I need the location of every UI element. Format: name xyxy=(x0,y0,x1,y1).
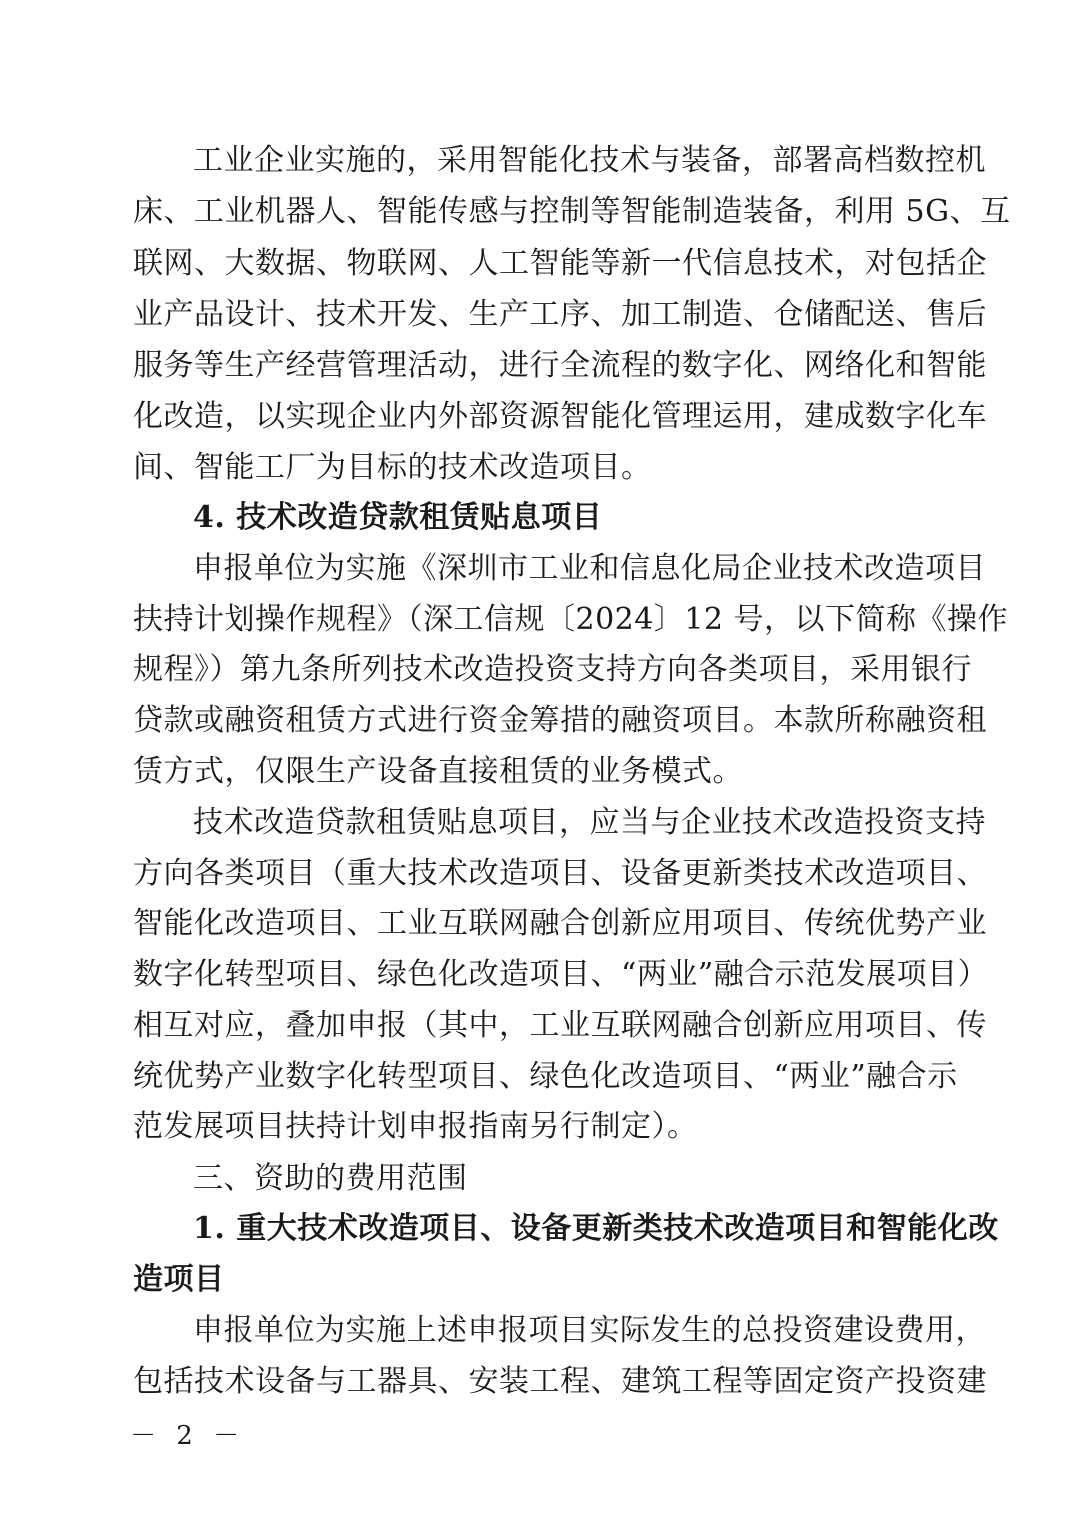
body-text-line: 技术改造贷款租赁贴息项目，应当与企业技术改造投资支持 xyxy=(193,805,986,840)
page-number: － 2 － xyxy=(130,1421,246,1451)
body-text-line: 范发展项目扶持计划申报指南另行制定）。 xyxy=(133,1109,698,1144)
body-text-line: 工业企业实施的，采用智能化技术与装备，部署高档数控机 xyxy=(193,143,986,178)
body-text-line: 申报单位为实施《深圳市工业和信息化局企业技术改造项目 xyxy=(193,551,986,586)
body-text-line: 化改造，以实现企业内外部资源智能化管理运用，建成数字化车 xyxy=(133,399,987,434)
body-text-line: 申报单位为实施上述申报项目实际发生的总投资建设费用， xyxy=(193,1313,986,1348)
subsection-heading: 1. 重大技术改造项目、设备更新类技术改造项目和智能化改 xyxy=(193,1211,999,1246)
body-text-line: 方向各类项目（重大技术改造项目、设备更新类技术改造项目、 xyxy=(133,856,987,891)
section-heading: 三、资助的费用范围 xyxy=(193,1161,468,1196)
body-text-line: 扶持计划操作规程》（深工信规〔2024〕12 号，以下简称《操作 xyxy=(133,602,1009,637)
section-heading: 4. 技术改造贷款租赁贴息项目 xyxy=(193,500,603,535)
body-text-line: 规程》）第九条所列技术改造投资支持方向各类项目，采用银行 xyxy=(133,652,972,687)
body-text-line: 业产品设计、技术开发、生产工序、加工制造、仓储配送、售后 xyxy=(133,297,987,332)
body-text-line: 统优势产业数字化转型项目、绿色化改造项目、“两业”融合示 xyxy=(133,1059,958,1094)
body-text-line: 包括技术设备与工器具、安装工程、建筑工程等固定资产投资建 xyxy=(133,1364,987,1399)
body-text-line: 贷款或融资租赁方式进行资金筹措的融资项目。本款所称融资租 xyxy=(133,703,987,738)
body-text-line: 相互对应，叠加申报（其中，工业互联网融合创新应用项目、传 xyxy=(133,1008,987,1043)
body-text-line: 联网、大数据、物联网、人工智能等新一代信息技术，对包括企 xyxy=(133,246,987,281)
body-text-line: 服务等生产经营管理活动，进行全流程的数字化、网络化和智能 xyxy=(133,348,987,383)
body-text-line: 床、工业机器人、智能传感与控制等智能制造装备，利用 5G、互 xyxy=(133,194,1011,229)
subsection-heading: 造项目 xyxy=(133,1262,225,1297)
body-text-line: 数字化转型项目、绿色化改造项目、“两业”融合示范发展项目） xyxy=(133,957,989,992)
body-text-line: 间、智能工厂为目标的技术改造项目。 xyxy=(133,450,652,485)
body-text-line: 赁方式，仅限生产设备直接租赁的业务模式。 xyxy=(133,754,743,789)
body-text-line: 智能化改造项目、工业互联网融合创新应用项目、传统优势产业 xyxy=(133,906,987,941)
